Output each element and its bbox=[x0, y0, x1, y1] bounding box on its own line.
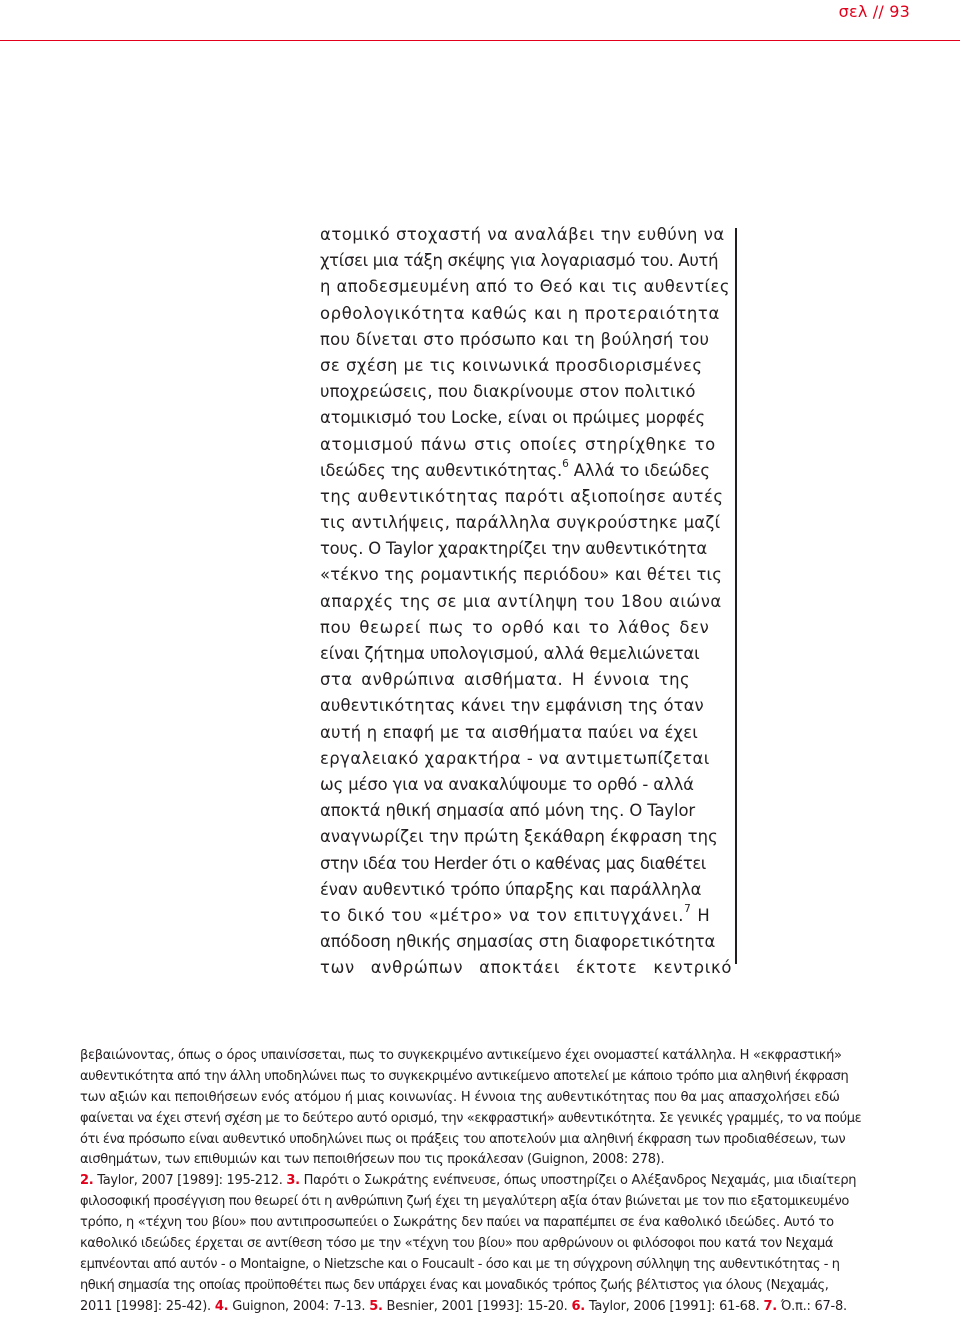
footnote-line: αυθεντικότητα από την άλλη υποδηλώνει πως το συγκεκριμένο αντικείμενο αποτελεί με κάποιο τρόπο μια αληθινή έκφραση bbox=[80, 1068, 849, 1084]
body-line: τους. Ο Taylor χαρακτηρίζει την αυθεντικότητα bbox=[320, 539, 707, 559]
column-rule bbox=[735, 228, 737, 964]
body-line: είναι ζήτημα υπολογισμού, αλλά θεμελιώνεται bbox=[320, 644, 700, 663]
footnote-number: 3. bbox=[286, 1173, 300, 1189]
body-line: αναγνωρίζει την πρώτη ξεκάθαρη έκφραση της bbox=[320, 827, 718, 847]
body-line: ατομισμού πάνω στις οποίες στηρίχθηκε το bbox=[320, 434, 716, 454]
footnote-text: Guignon, 2004: 7-13. bbox=[228, 1298, 370, 1314]
footnote-line: τρόπο, η «τέχνη του βίου» που αντιπροσωπεύει ο Σωκράτης δεν παύει να παραπέμπει σε ένα καθολικό ιδεώδες. Αυτό το bbox=[80, 1215, 834, 1231]
footnote-number: 5. bbox=[369, 1298, 383, 1314]
footnotes bbox=[80, 1046, 915, 1318]
footnote-line: βεβαιώνοντας, όπως ο όρος υπαινίσσεται, πως το συγκεκριμένο αντικείμενο έχει ονομαστεί κατάλληλα. Η «εκφραστική» bbox=[80, 1048, 842, 1063]
body-line: ατομικισμό του Locke, είναι οι πρώιμες μορφές bbox=[320, 408, 706, 428]
body-line: απαρχές της σε μια αντίληψη του 18ου αιώνα bbox=[320, 591, 722, 611]
body-line: αποκτά ηθική σημασία από μόνη της. Ο Taylor bbox=[320, 801, 696, 821]
body-line: τις αντιλήψεις, παράλληλα συγκρούστηκε μαζί bbox=[320, 513, 721, 533]
body-line: απόδοση ηθικής σημασίας στη διαφορετικότητα bbox=[320, 932, 716, 952]
page-number: σελ // 93 bbox=[838, 2, 910, 21]
body-line: σε σχέση με τις κοινωνικά προσδιορισμένες bbox=[320, 355, 703, 375]
body-line: της αυθεντικότητας παρότι αξιοποίησε αυτές bbox=[320, 486, 724, 506]
footnote-line: εμπνέονται από αυτόν - ο Montaigne, ο Nietzsche και ο Foucault - όσο και με τη σύγχρονη σύλληψη της αυθεντικότητας - η bbox=[80, 1256, 840, 1272]
footnote-number: 4. bbox=[214, 1298, 229, 1314]
body-line: αυθεντικότητας κάνει την εμφάνιση της όταν bbox=[320, 696, 704, 716]
body-line: αυτή η επαφή με τα αισθήματα παύει να έχει bbox=[320, 722, 699, 742]
footnote-line bbox=[80, 1171, 915, 1192]
body-text: Η bbox=[691, 905, 711, 925]
body-text: Αλλά το ιδεώδες bbox=[568, 460, 710, 480]
body-line: χτίσει μια τάξη σκέψης για λογαριασμό του. Αυτή bbox=[320, 251, 719, 271]
body-line: «τέκνο της ρομαντικής περιόδου» και θέτει τις bbox=[320, 565, 723, 585]
body-line: εργαλειακό χαρακτήρα - να αντιμετωπίζεται bbox=[320, 748, 710, 768]
footnote-text: Ό.π.: 67-8. bbox=[776, 1298, 847, 1314]
footnote-line: αισθημάτων, των επιθυμιών και των πεποιθήσεων που τις προκάλεσαν (Guignon, 2008: 278). bbox=[80, 1152, 665, 1168]
footnote-line: καθολικό ιδεώδες έρχεται σε αντίθεση τόσο με την «τέχνη του βίου» που αρθρώνουν οι φιλόσοφοι που κατά τον Νεχαμά bbox=[80, 1236, 834, 1252]
body-line: ως μέσο για να ανακαλύψουμε το ορθό - αλλά bbox=[320, 774, 694, 794]
body-line: υποχρεώσεις, που διακρίνουμε στον πολιτικό bbox=[320, 382, 696, 402]
footnote-line: φαίνεται να έχει στενή σχέση με το δεύτερο αυτό ορισμό, την «εκφραστική» αυθεντικότητα. Σε γενικές γραμμές, το να πούμε bbox=[80, 1110, 862, 1126]
footnote-ref-7: 7 bbox=[684, 903, 692, 916]
footnote-text: Besnier, 2001 [1993]: 15-20. bbox=[382, 1298, 572, 1314]
body-line: που θεωρεί πως το ορθό και το λάθος δεν bbox=[320, 617, 710, 637]
body-line: η αποδεσμευμένη από το Θεό και τις αυθεντίες bbox=[320, 277, 730, 297]
header-rule bbox=[0, 40, 960, 41]
body-line: ορθολογικότητα καθώς και η προτεραιότητα bbox=[320, 303, 720, 323]
footnote-text: Taylor, 2007 [1989]: 195-212. bbox=[93, 1173, 287, 1189]
body-line bbox=[320, 903, 710, 929]
body-line: των ανθρώπων αποκτάει έκτοτε κεντρικό bbox=[320, 958, 733, 978]
body-line: στα ανθρώπινα αισθήματα. Η έννοια της bbox=[320, 670, 691, 690]
main-text-column bbox=[320, 222, 733, 981]
footnote-number: 6. bbox=[571, 1298, 585, 1314]
footnote-line: ηθική σημασία της οποίας προϋποθέτει πως δεν υπάρχει ένας και μοναδικός τρόπος ζωής βέλτιστος για όλους (Νεχαμάς, bbox=[80, 1277, 829, 1293]
body-text: το δικό του «μέτρο» να τον επιτυγχάνει. bbox=[320, 905, 685, 925]
footnote-line: των αξιών και πεποιθήσεων ενός ατόμου ή μιας κοινωνίας. Η έννοια της αυθεντικότητας που θα μας απασχολήσει εδώ bbox=[80, 1089, 840, 1105]
footnote-number: 7. bbox=[763, 1298, 777, 1314]
footnote-text: Παρότι ο Σωκράτης ενέπνευσε, όπως υποστηρίζει ο Αλέξανδρος Νεχαμάς, μια ιδιαίτερη bbox=[299, 1173, 857, 1189]
footnote-number: 2. bbox=[80, 1173, 94, 1189]
body-line: ατομικό στοχαστή να αναλάβει την ευθύνη να bbox=[320, 225, 725, 244]
footnote-ref-6: 6 bbox=[562, 458, 569, 471]
body-line: έναν αυθεντικό τρόπο ύπαρξης και παράλληλα bbox=[320, 879, 702, 899]
footnote-text: 2011 [1998]: 25-42). bbox=[80, 1298, 215, 1314]
footnote-line bbox=[80, 1297, 915, 1318]
footnote-text: Taylor, 2006 [1991]: 61-68. bbox=[584, 1298, 764, 1314]
body-line: στην ιδέα του Herder ότι ο καθένας μας διαθέτει bbox=[320, 853, 706, 873]
body-text: ιδεώδες της αυθεντικότητας. bbox=[320, 460, 563, 480]
body-line bbox=[320, 458, 710, 484]
body-line: που δίνεται στο πρόσωπο και τη βούλησή του bbox=[320, 329, 710, 349]
footnote-line: ότι ένα πρόσωπο είναι αυθεντικό υποδηλώνει πως οι πράξεις του αποτελούν μια αληθινή έκφραση των προδιαθέσεων, των bbox=[80, 1131, 846, 1147]
footnote-line: φιλοσοφική προσέγγιση που θεωρεί ότι η ανθρώπινη ζωή έχει τη μεγαλύτερη αξία όταν βιώνεται με τον πιο εξατομικευμένο bbox=[80, 1194, 849, 1210]
